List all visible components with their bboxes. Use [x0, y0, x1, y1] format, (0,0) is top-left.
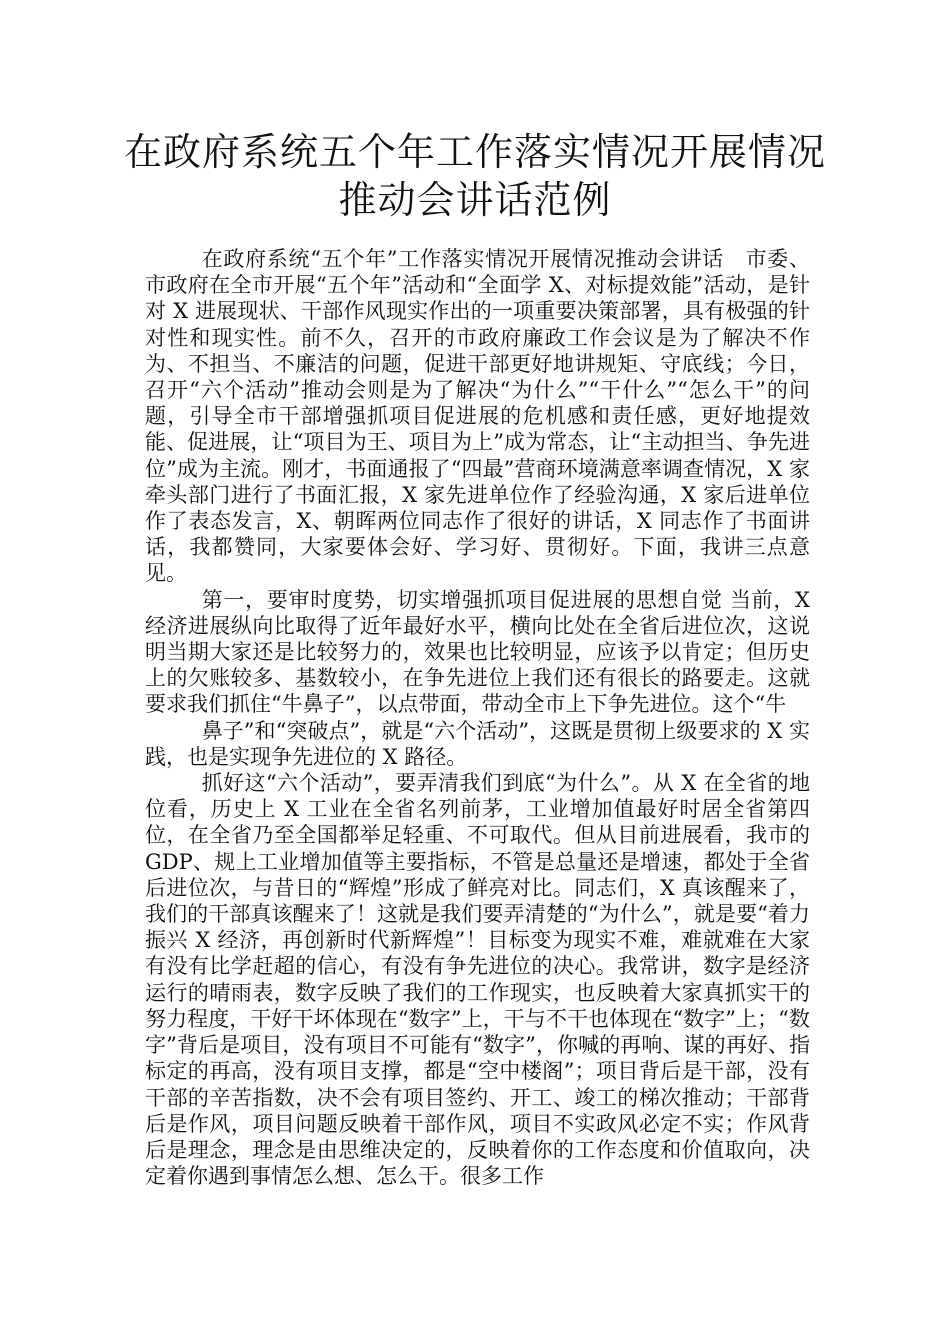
document-body	[145, 246, 810, 1189]
document-title-line-1: 在政府系统五个年工作落实情况开展情况	[123, 130, 826, 174]
paragraph-intro: 在政府系统“五个年”工作落实情况开展情况推动会讲话 市委、市政府在全市开展“五个年”活动和“全面学 X、对标提效能”活动，是针对 X 进展现状、干部作风现实作出的一项重要决策部署，具有极强的针对性和现实性。前不久，召开的市政府廉政工作会议是为了解决不作为、不担当、不廉洁的问题，促进干部更好地讲规矩、守底线；今日，召开“六个活动”推动会则是为了解决“为什么”“干什么”“怎么干”的问题，引导全市干部增强抓项目促进展的危机感和责任感，更好地提效能、促进展，让“项目为王、项目为上”成为常态，让“主动担当、争先进位”成为主流。刚才，书面通报了“四最”营商环境满意率调查情况，X 家牵头部门进行了书面汇报，X 家先进单位作了经验沟通，X 家后进单位作了表态发言，X、朝晖两位同志作了很好的讲话，X 同志作了书面讲话，我都赞同，大家要体会好、学习好、贯彻好。下面，我讲三点意见。	[145, 247, 810, 586]
paragraph-continuation: 鼻子”和“突破点”，就是“六个活动”，这既是贯彻上级要求的 X 实践，也是实现争先进位的 X 路径。	[145, 718, 810, 769]
document-title-line-2: 推动会讲话范例	[338, 178, 612, 222]
paragraph-first-point: 第一，要审时度势，切实增强抓项目促进展的思想自觉 当前，X 经济进展纵向比取得了近年最好水平，横向比处在全省后进位次，这说明当期大家还是比较努力的，效果也比较明显，应该予以肯定；但历史上的欠账较多、基数较小，在争先进位上我们还有很长的路要走。这就要求我们抓住“牛鼻子”，以点带面，带动全市上下争先进位。这个“牛	[145, 587, 810, 717]
paragraph-why: 抓好这“六个活动”，要弄清我们到底“为什么”。从 X 在全省的地位看，历史上 X 工业在全省名列前茅，工业增加值最好时居全省第四位，在全省乃至全国都举足轻重、不可取代。但从目前进展看，我市的 GDP、规上工业增加值等主要指标，不管是总量还是增速，都处于全省后进位次，与昔日的“辉煌”形成了鲜亮对比。同志们，X 真该醒来了，我们的干部真该醒来了！这就是我们要弄清楚的“为什么”，就是要“着力振兴 X 经济，再创新时代新辉煌”！目标变为现实不难，难就难在大家有没有比学赶超的信心，有没有争先进位的决心。我常讲，数字是经济运行的晴雨表，数字反映了我们的工作现实，也反映着大家真抓实干的努力程度，干好干坏体现在“数字”上，干与不干也体现在“数字”上；“数字”背后是项目，没有项目不可能有“数字”，你喊的再响、谋的再好、指标定的再高，没有项目支撑，都是“空中楼阁”；项目背后是干部，没有干部的辛苦指数，决不会有项目签约、开工、竣工的梯次推动；干部背后是作风，项目问题反映着干部作风，项目不实政风必定不实；作风背后是理念，理念是由思维决定的，反映着你的工作态度和价值取向，决定着你遇到事情怎么想、怎么干。很多工作	[145, 771, 810, 1189]
